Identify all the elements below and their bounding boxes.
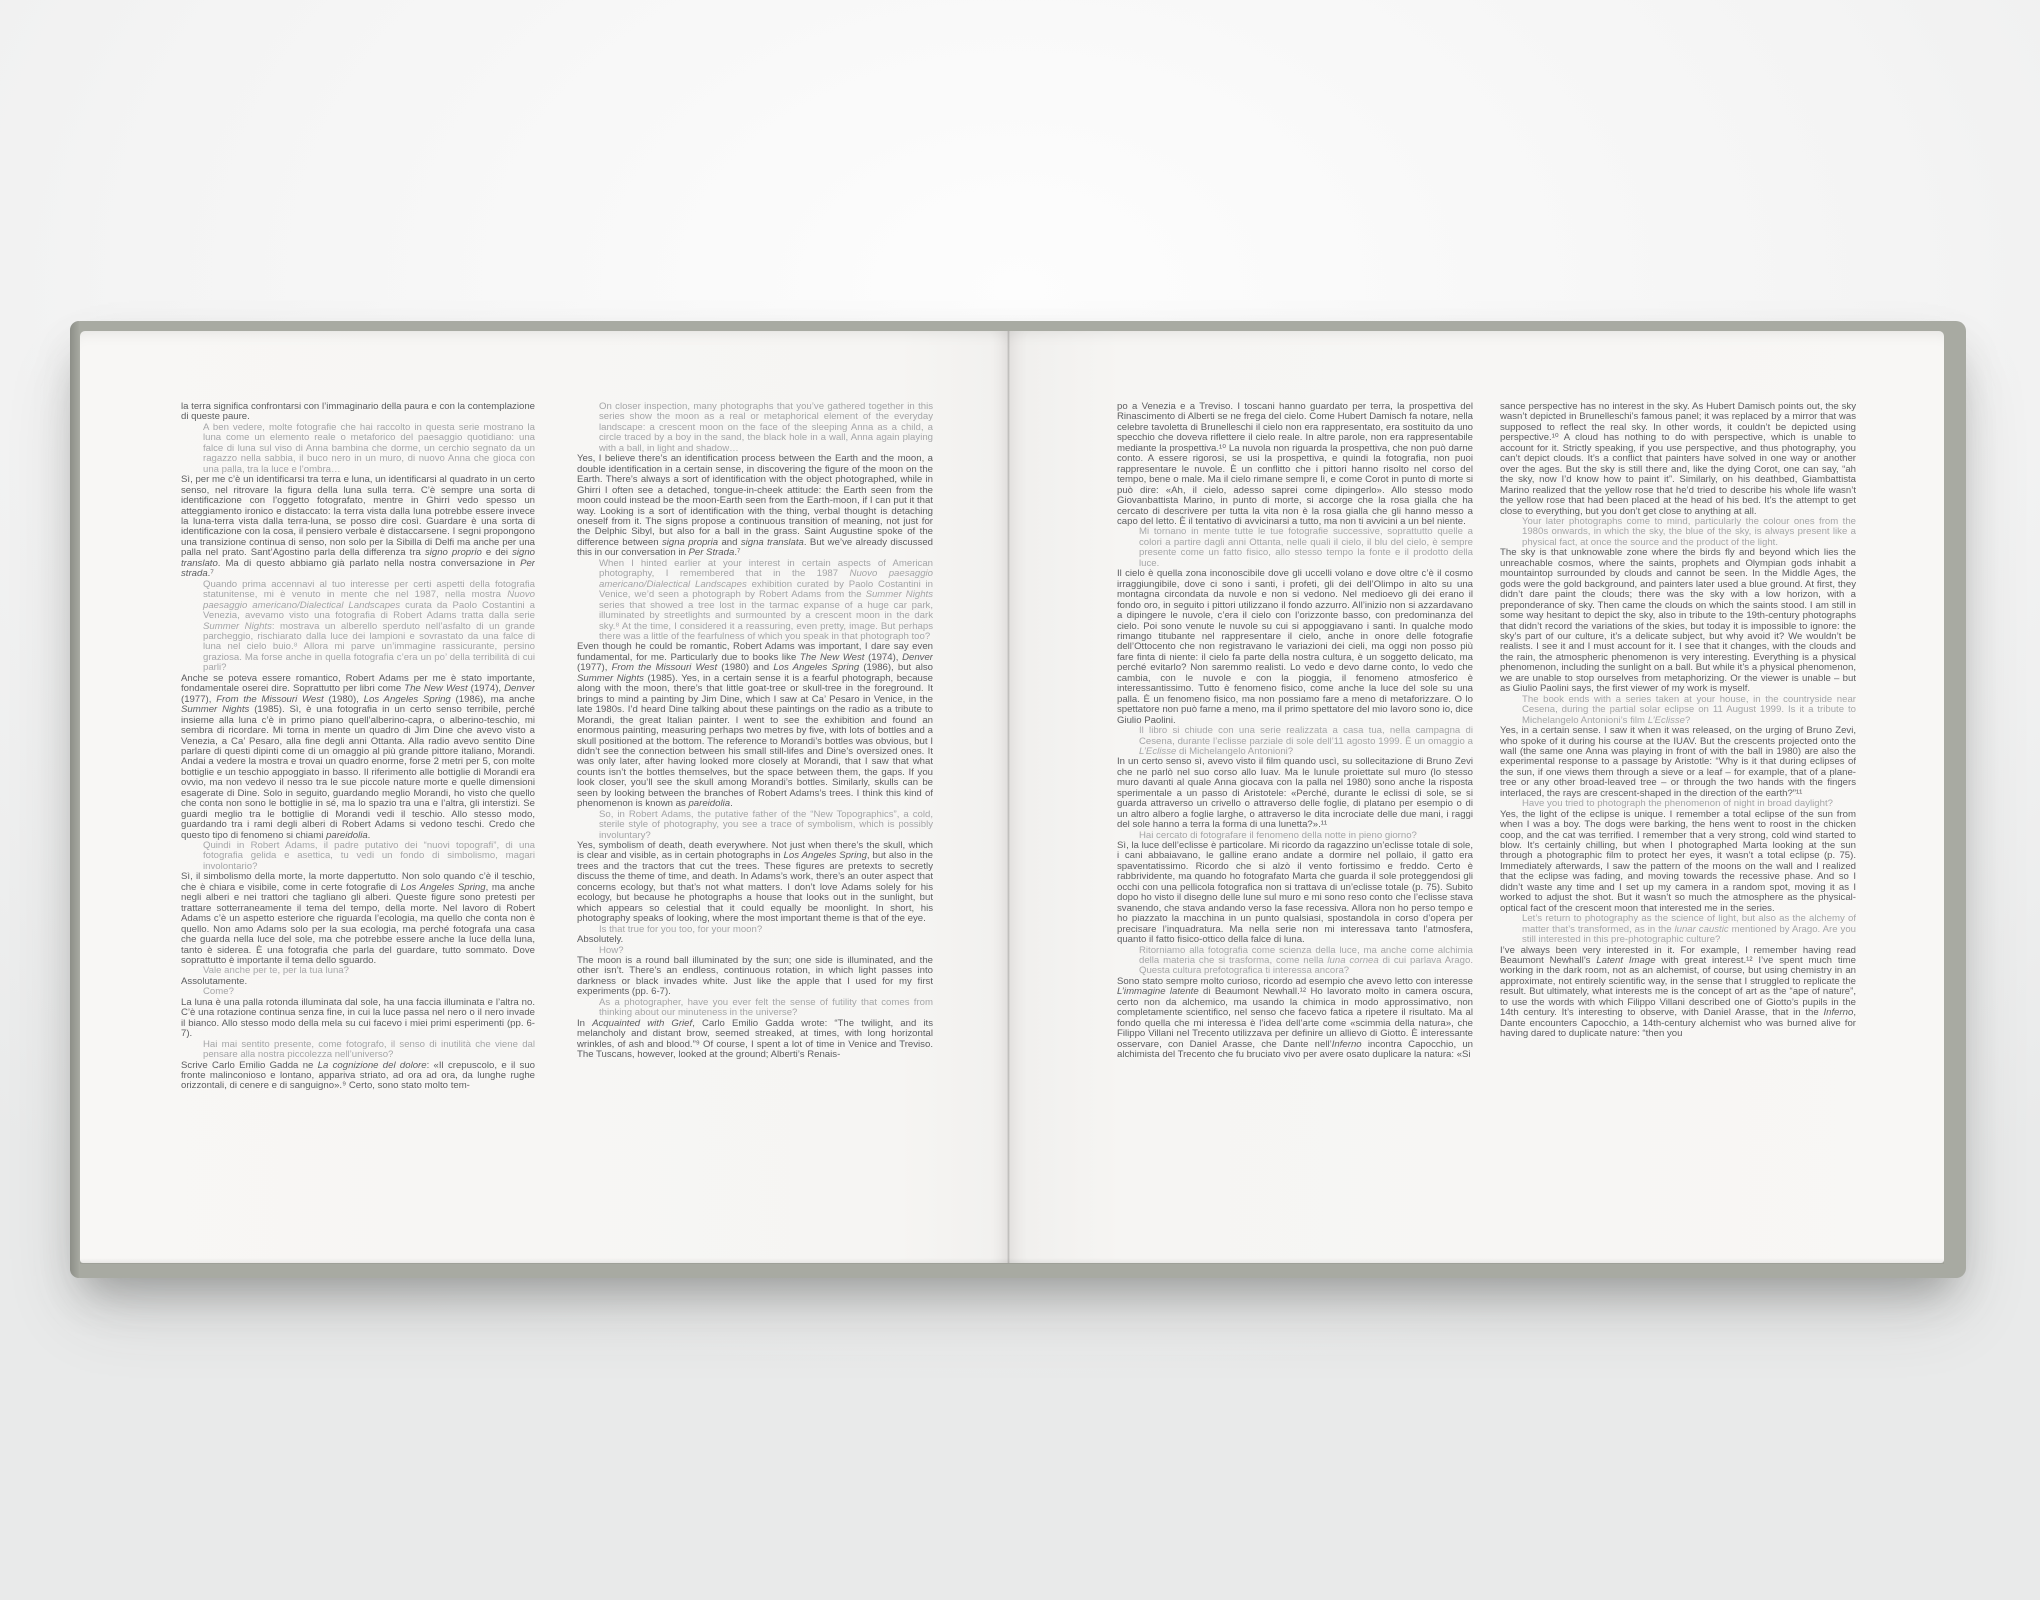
answer-paragraph: I’ve always been very interested in it. For example, I remember having read Beaumont Newhall’s Latent Image with great interest.¹² I’ve spent much time working in the dark room, not as an alchemist, of course, but using chemistry in an approximate, not entirely scientific way, in the sense that I struggled to replicate the result. But ultimately, what interests me is the concept of art as the “ape of nature”, to use the words with which Filippo Villani described one of Giotto’s pupils in the 14th century. It’s interesting to observe, with Daniel Arasse, that in the Inferno, Dante encounters Capocchio, a 14th-century alchemist who was burned alive for having dared to duplicate nature: “then you xyxy=(1500,944,1856,1040)
answer-paragraph: Yes, symbolism of death, death everywhere. Not just when there’s the skull, which is clear and visible, as in certain photographs in Los Angeles Spring, but also in the trees and the tractors that cut the trees. These figures are pretexts to secretly discuss the theme of time, and death. In Adams’s work, there’s an outer aspect that concerns ecology, but that’s not what matters. I don’t love Adams solely for his ecology, but because he photographs a house that looks out in the sunlight, but which appears so celestial that it could equally be moonlight. In short, his photography speaks of looking, where the most important theme is that of the eye. xyxy=(577,840,933,925)
book-gutter xyxy=(1007,331,1010,1263)
question-paragraph: Mi tornano in mente tutte le tue fotografie successive, soprattutto quelle a colori a partire dagli anni Ottanta, nelle quali il cielo, il blu del cielo, è sempre presente come un fatto fisico, allo stesso tempo la fonte e il prodotto della luce. xyxy=(1139,526,1473,569)
answer-paragraph: Il cielo è quella zona inconoscibile dove gli uccelli volano e dove oltre c’è il cosmo irraggiungibile, dove ci sono i santi, i profeti, gli dei dell’Olimpo in alto su una montagna circondata da nuvole e non si vedono. Nel medioevo gli dei erano il fondo oro, in seguito i pittori utilizzano il fondo azzurro. All’inizio non si azzardavano a dipingere le nuvole, c’era il cielo con l’orizzonte basso, con predominanza del cielo. Poi sono venute le nuvole su cui si appoggiavano i santi. In qualche modo rimango titubante nel rappresentare il cielo, anche in onore delle fotografie dell’Ottocento che non registravano le variazioni dei cieli, ma oggi non posso più fare finta di niente: il cielo fa parte della nostra cultura, è un soggetto delicato, ma perché evitarlo? Non saremmo realisti. Lo vedo e devo darne conto, lo vedo che cambia, con le nuvole e con la pioggia, il fenomeno atmosferico è interessantissimo. Tutto è fenomeno fisico, come anche la luce del sole su una palla. È un fenomeno fisico, ma non possiamo fare a meno di metaforizzare. O lo spettatore non può farne a meno, ma il primo spettatore del mio lavoro sono io, dice Giulio Paolini. xyxy=(1117,568,1473,726)
question-paragraph: Come? xyxy=(203,986,234,998)
answer-paragraph: Sono stato sempre molto curioso, ricordo ad esempio che avevo letto con interesse L’immagine latente di Beaumont Newhall.¹² Ho lavorato molto in camera oscura, certo non da alchemico, ma usando la chimica in modo approssimativo, non completamente scientifico, nel senso che facevo fatica a ripetere il risultato. Ma al fondo quella che mi interessa è l’idea dell’arte come «scimmia della natura», che Filippo Villani nel Trecento utilizzava per definire un allievo di Giotto. È interessante osservare, con Daniel Arasse, che Dante nell’Inferno incontra Capocchio, un alchimista del Trecento che fu bruciato vivo per avere osato duplicare la natura: «Si xyxy=(1117,975,1473,1061)
answer-paragraph: Assolutamente. xyxy=(181,975,248,987)
question-paragraph: As a photographer, have you ever felt the sense of futility that comes from thinking about our minuteness in the universe? xyxy=(599,996,933,1019)
question-paragraph: So, in Robert Adams, the putative father of the “New Topographics”, a cold, sterile style of photography, you see a trace of symbolism, which is possibly involuntary? xyxy=(599,808,933,841)
answer-paragraph: po a Venezia e a Treviso. I toscani hanno guardato per terra, la prospettiva del Rinascimento di Alberti se ne frega del cielo. Come Hubert Damisch fa notare, nella celebre tavoletta di Brunelleschi il cielo non era rappresentato, era sostituito da uno specchio che doveva riflettere il cielo reale. In altre parole, non era rappresentabile mediante la prospettiva.¹⁰ La nuvola non riguarda la prospettiva, che non può darne conto. A essere rigorosi, se usi la prospettiva, e quindi la fotografia, non puoi rappresentare le nuvole. È un conflitto che i pittori hanno risolto nel corso del tempo, bene o male. Ma il cielo rimane sempre lì, e come Corot in punto di morte si può dire: «Ah, il cielo, adesso saprei come dipingerlo». Allo stesso modo Giovanbattista Marino, in punto di morte, si accorge che la rosa gialla che ha cercato di descrivere per tutta la vita non è la rosa gialla che gli hanno messo a capo del letto. È il tentativo di avvicinarsi a tutto, ma non ti avvicini a un bel niente. xyxy=(1117,402,1473,527)
answer-paragraph: The sky is that unknowable zone where the birds fly and beyond which lies the unreachable cosmos, where the saints, prophets and Olympian gods inhabit a mountaintop surrounded by clouds and cannot be seen. In the Middle Ages, the gods were the gold background, and painters later used a blue ground. At first, they didn’t dare paint the clouds; there was the sky with a low horizon, with a preponderance of sky. Then came the clouds on which the saints stood. I am still in some way hesitant to depict the sky, also in tribute to the 19th-century photographs that didn’t record the variations of the skies, but today it is impossible to ignore: the sky’s part of our culture, it’s a delicate subject, but why avoid it? We wouldn’t be realists. I see it and I must account for it. I see that it changes, with the clouds and the rain, the atmospheric phenomenon is very interesting. Everything is a physical phenomenon, including the sunlight on a ball. But while it’s a physical phenomenon, we are unable to stop ourselves from metaphorizing. Or the viewer is unable – but as Giulio Paolini says, the first viewer of my work is myself. xyxy=(1500,547,1856,695)
question-paragraph: Your later photographs come to mind, particularly the colour ones from the 1980s onwards, in which the sky, the blue of the sky, is always present like a physical fact, at once the source and the product of the light. xyxy=(1522,515,1856,548)
question-paragraph: Quindi in Robert Adams, il padre putativo dei “nuovi topografi”, di una fotografia gelida e asettica, tu vedi un fondo di simbolismo, magari involontario? xyxy=(203,840,535,872)
answer-paragraph: sance perspective has no interest in the sky. As Hubert Damisch points out, the sky wasn’t depicted in Brunelleschi’s famous panel; it was replaced by a mirror that was supposed to reflect the real sky. In other words, it couldn’t be depicted using perspective.¹⁰ A cloud has nothing to do with perspective, which is unable to account for it. Strictly speaking, if you use perspective, and thus photography, you can’t depict clouds. It’s a conflict that painters have solved in one way or another over the ages. But the sky is still there and, like the dying Corot, one can say, “ah the sky, now I’d know how to paint it”. Similarly, on his deathbed, Giambattista Marino realized that the yellow rose that he’d tried to describe his whole life wasn’t the yellow rose that had been placed at the head of his bed. It’s the attempt to get close to everything, but you don’t get close to anything at all. xyxy=(1500,402,1856,517)
question-paragraph: On closer inspection, many photographs that you’ve gathered together in this series show the moon as a real or metaphorical element of the everyday landscape: a crescent moon on the face of the sleeping Anna as a child, a circle traced by a boy in the sand, the black hole in a wall, Anna again playing with a ball, in light and shadow… xyxy=(599,402,933,454)
text-column-italian-right xyxy=(1117,402,1473,1210)
answer-paragraph: Yes, in a certain sense. I saw it when it was released, on the urging of Bruno Zevi, who spoke of it during his course at the IUAV. But the crescents projected onto the wall (the same one Anna was playing in front of with the ball in 1980) are also the experimental response to a passage by Aristotle: “Why is it that during eclipses of the sun, if one views them through a sieve or a leaf – for example, that of a plane-tree or any other broad-leaved tree – or through the two hands with the fingers interlaced, the rays are crescent-shaped in the direction of the earth?”¹¹ xyxy=(1500,725,1856,799)
question-paragraph: Ritorniamo alla fotografia come scienza della luce, ma anche come alchimia della materia che si trasforma, come nella luna cornea di cui parlava Arago. Questa cultura prefotografica ti interessa ancora? xyxy=(1139,944,1473,977)
answer-paragraph: Sì, la luce dell’eclisse è particolare. Mi ricordo da ragazzino un’eclisse totale di sole, i cani abbaiavano, le galline erano andate a dormire nel pollaio, il gatto era spaventatissimo. Ricordo che si alzò il vento fortissimo e freddo. Certo è rabbrividente, ma quando ho fotografato Marta che guarda il sole proteggendosi gli occhi con una pellicola fotografica non si trattava di un’eclisse totale (p. 75). Subito dopo ho visto il disegno delle lune sul muro e mi sono reso conto che l’eclisse stava svanendo, che stava andando verso la fase recessiva. Allora non ho perso tempo e ho piazzato la macchina in un punto qualsiasi, spostandola in corso d’opera per precisare l’inquadratura. Ma nella serie non mi interessava tanto l’atmosfera, quanto il fatto fisico-ottico della falce di luna. xyxy=(1117,840,1473,946)
question-paragraph: Il libro si chiude con una serie realizzata a casa tua, nella campagna di Cesena, durante l’eclisse parziale di sole dell’11 agosto 1999. È un omaggio a L’Eclisse di Michelangelo Antonioni? xyxy=(1139,725,1473,757)
answer-paragraph: The moon is a round ball illuminated by the sun; one side is illuminated, and the other isn’t. There’s an endless, continuous rotation, in which light passes into darkness or black invades white. Just like the apple that I used for my first experiments (pp. 6-7). xyxy=(577,955,933,998)
answer-paragraph: Even though he could be romantic, Robert Adams was important, I dare say even fundamental, for me. Particularly due to books like The New West (1974), Denver (1977), From the Missouri West (1980) and Los Angeles Spring (1986), but also Summer Nights (1985). Yes, in a certain sense it is a fearful photograph, because along with the moon, there’s that little goat-tree or skull-tree in the foreground. It brings to mind a painting by Jim Dine, which I saw at Ca’ Pesaro in Venice, in the late 1980s. I’d heard Dine talking about these paintings on the radio as a tribute to Morandi, the great Italian painter. I went to see the exhibition and found an enormous painting, measuring perhaps two metres by five, with lots of bottles and a skull positioned at the bottom. The reference to Morandi’s bottles was obvious, but I didn’t see the connection between his small still-lifes and Dine’s oversized ones. It was only later, after having looked more closely at Morandi, that I saw that what counts isn’t the bottles themselves, but the space between them, the gaps. If you look closer, you’ll see the skull among Morandi’s bottles. Similarly, skulls can be seen by looking between the branches of Robert Adams’s trees. I think this kind of phenomenon is known as pareidolia. xyxy=(577,641,933,810)
question-paragraph: Quando prima accennavi al tuo interesse per certi aspetti della fotografia statunitense, mi è venuto in mente che nel 1987, nella mostra Nuovo paesaggio americano/Dialectical Landscapes curata da Paolo Costantini a Venezia, avevamo visto una fotografia di Robert Adams tratta dalla serie Summer Nights: mostrava un alberello sperduto nell’asfalto di un grande parcheggio, rischiarato dalla luce dei lampioni e sovrastato da una falce di luna nel cielo buio.⁸ Allora mi parve un’immagine rassicurante, persino graziosa. Ma forse anche in quella fotografia c’era un po’ della terribilità di cui parli? xyxy=(203,578,535,674)
text-column-italian-left xyxy=(181,402,535,1210)
answer-paragraph: Yes, the light of the eclipse is unique. I remember a total eclipse of the sun from when I was a boy. The dogs were barking, the hens went to roost in the chicken coop, and the cat was terrified. I remember that a very strong, cold wind started to blow. It’s certainly chilling, but when I photographed Marta looking at the sun through a photographic film to protect her eyes, it wasn’t a total eclipse (p. 75). Immediately afterwards, I saw the pattern of the moons on the wall and I realized that the eclipse was fading, and moving towards the recessive phase. And so I didn’t waste any time and I set up my camera in a random spot, moving it as I worked to adjust the shot. But it wasn’t so much the atmosphere as the physical-optical fact of the crescent moon that interested me in the series. xyxy=(1500,808,1856,914)
answer-paragraph: La luna è una palla rotonda illuminata dal sole, ha una faccia illuminata e l’altra no. C’è una rotazione continua senza fine, in cui la luce passa nel nero o il nero invade il bianco. Allo stesso modo della mela su cui facevo i miei primi esperimenti (pp. 6-7). xyxy=(181,996,535,1040)
question-paragraph: Have you tried to photograph the phenomenon of night in broad daylight? xyxy=(1522,798,1833,810)
question-paragraph: The book ends with a series taken at your house, in the countryside near Cesena, during the partial solar eclipse on 11 August 1999. Is it a tribute to Michelangelo Antonioni’s film L’Eclisse? xyxy=(1522,693,1856,726)
answer-paragraph: la terra significa confrontarsi con l’immaginario della paura e con la contemplazione di queste paure. xyxy=(181,402,535,423)
answer-paragraph: Sì, il simbolismo della morte, la morte dappertutto. Non solo quando c’è il teschio, che è chiara e visibile, come in certe fotografie di Los Angeles Spring, ma anche negli alberi e nei trattori che tagliano gli alberi. Queste figure sono pretesti per trattare sotterraneamente il tema del tempo, della morte. Nel lavoro di Robert Adams c’è un aspetto esteriore che riguarda l’ecologia, ma quello che conta non è quello. Non amo Adams solo per la sua ecologia, ma perché fotografa una casa che guarda nella luce del sole, ma che potrebbe essere anche la luce della luna, tanto è siderea. È una fotografia che parla del guardare, tutto sommato. Dove soprattutto è importante il tema dello sguardo. xyxy=(181,871,535,967)
answer-paragraph: Yes, I believe there’s an identification process between the Earth and the moon, a double identification in a certain sense, in discovering the figure of the moon on the Earth. There’s always a sort of identification with the object photographed, while in Ghirri I often see a detached, tongue-in-cheek attitude: the Earth seen from the moon could instead be the moon-Earth seen from the Earth-moon, if I can put it that way. Looking is a sort of identification with the thing, verbal thought is detaching oneself from it. The signs propose a continuous transition of meaning, not just for the Delphic Sibyl, but also for a ball in the grass. Saint Augustine spoke of the difference between signa propria and signa translata. But we’ve already discussed this in our conversation in Per Strada.⁷ xyxy=(577,453,933,559)
question-paragraph: A ben vedere, molte fotografie che hai raccolto in questa serie mostrano la luna come un elemento reale o metaforico del paesaggio quotidiano: una falce di luna sul viso di Anna bambina che dorme, un cerchio segnato da un ragazzo nella sabbia, il buco nero in un muro, di nuovo Anna che gioca con una palla, tra la luce e l’ombra… xyxy=(203,421,535,475)
page-bottom-edge xyxy=(80,1258,1944,1264)
text-column-english-left xyxy=(577,402,933,1210)
question-paragraph: How? xyxy=(599,944,624,956)
question-paragraph: Vale anche per te, per la tua luna? xyxy=(203,965,349,977)
question-paragraph: Is that true for you too, for your moon? xyxy=(599,923,763,935)
text-column-english-right xyxy=(1500,402,1856,1210)
question-paragraph: Hai mai sentito presente, come fotografo, il senso di inutilità che viene dal pensare alla nostra piccolezza nell’universo? xyxy=(203,1038,535,1061)
question-paragraph: When I hinted earlier at your interest in certain aspects of American photography, I remembered that in the 1987 Nuovo paesaggio americano/Dialectical Landscapes exhibition curated by Paolo Costantini in Venice, we’d seen a photograph by Robert Adams from the Summer Nights series that showed a tree lost in the tarmac expanse of a huge car park, illuminated by streetlights and surmounted by a crescent moon in the dark sky.⁸ At the time, I considered it a reassuring, even pretty, image. But perhaps there was a little of the fearfulness of which you speak in that photograph too? xyxy=(599,557,933,642)
answer-paragraph: Sì, per me c’è un identificarsi tra terra e luna, un identificarsi al quadrato in un certo senso, nel ritrovare la figura della luna sulla terra. C’è sempre una sorta di identificazione con l’oggetto fotografato, mentre in Ghirri vedo spesso un atteggiamento ironico e distaccato: la terra vista dalla luna potrebbe essere invece la luna-terra vista dalla terra-luna, se posso dire così. Guardare è una sorta di identificazione con la cosa, il pensiero verbale è distaccarsene. I segni propongono una transizione continua di senso, non solo per la Sibilla di Delfi ma anche per una palla nel prato. Sant’Agostino parla della differenza tra signo proprio e dei signo translato. Ma di questo abbiamo già parlato nella nostra conversazione in Per strada.⁷ xyxy=(181,474,535,580)
question-paragraph: Let’s return to photography as the science of light, but also as the alchemy of matter that’s transformed, as in the lunar caustic mentioned by Arago. Are you still interested in this pre-photographic culture? xyxy=(1522,913,1856,946)
answer-paragraph: Absolutely. xyxy=(577,934,624,946)
answer-paragraph: Anche se poteva essere romantico, Robert Adams per me è stato importante, fondamentale oserei dire. Soprattutto per libri come The New West (1974), Denver (1977), From the Missouri West (1980), Los Angeles Spring (1986), ma anche Summer Nights (1985). Sì, è una fotografia in un certo senso terribile, perché insieme alla luna c’è in primo piano quell’alberino-capra, o alberino-teschio, mi sembra di ricordare. Mi torna in mente un quadro di Jim Dine che avevo visto a Venezia, a Ca’ Pesaro, alla fine degli anni Ottanta. Alla radio avevo sentito Dine parlare di questi dipinti come di un omaggio al più grande pittore italiano, Morandi. Andai a vedere la mostra e trovai un quadro enorme, forse 2 metri per 5, con molte bottiglie e un teschio appoggiato in basso. Il riferimento alle bottiglie di Morandi era ovvio, ma non vedevo il nesso tra le sue piccole nature morte e quelle dimensioni esagerate di Dine. Solo in seguito, guardando meglio Morandi, ho visto che quello che conta non sono le bottiglie in sé, ma lo spazio tra una e l’altra, gli interstizi. Se guardi meglio tra le bottiglie di Morandi vedi il teschio. Allo stesso modo, guardando tra i rami degli alberi di Robert Adams si vedono teschi. Credo che questo tipo di fenomeno si chiami pareidolia. xyxy=(181,672,535,841)
answer-paragraph: In un certo senso sì, avevo visto il film quando uscì, su sollecitazione di Bruno Zevi che ne parlò nel suo corso allo Iuav. Ma le lunule proiettate sul muro (lo stesso muro davanti al quale Anna giocava con la palla nel 1980) sono anche la risposta sperimentale a un passo di Aristotele: «Perché, durante le eclissi di sole, se si guarda attraverso un crivello o attraverso delle foglie, di platano per esempio o di un altro albero a foglie larghe, o attraverso le dita incrociate delle due mani, i raggi del sole hanno a terra la forma di una lunetta?».¹¹ xyxy=(1117,756,1473,831)
question-paragraph: Hai cercato di fotografare il fenomeno della notte in pieno giorno? xyxy=(1139,829,1417,841)
answer-paragraph: Scrive Carlo Emilio Gadda ne La cognizione del dolore: «Il crepuscolo, e il suo fronte malinconioso e lontano, appariva striato, ad ora ad ora, da lunghe rughe orizzontali, di cenere e di sanguigno».⁹ Certo, sono stato molto tem- xyxy=(181,1059,535,1092)
answer-paragraph: In Acquainted with Grief, Carlo Emilio Gadda wrote: “The twilight, and its melancholy and distant brow, seemed streaked, at times, with long horizontal wrinkles, of ash and blood.”⁹ Of course, I spent a lot of time in Venice and Treviso. The Tuscans, however, looked at the ground; Alberti’s Renais- xyxy=(577,1017,933,1061)
